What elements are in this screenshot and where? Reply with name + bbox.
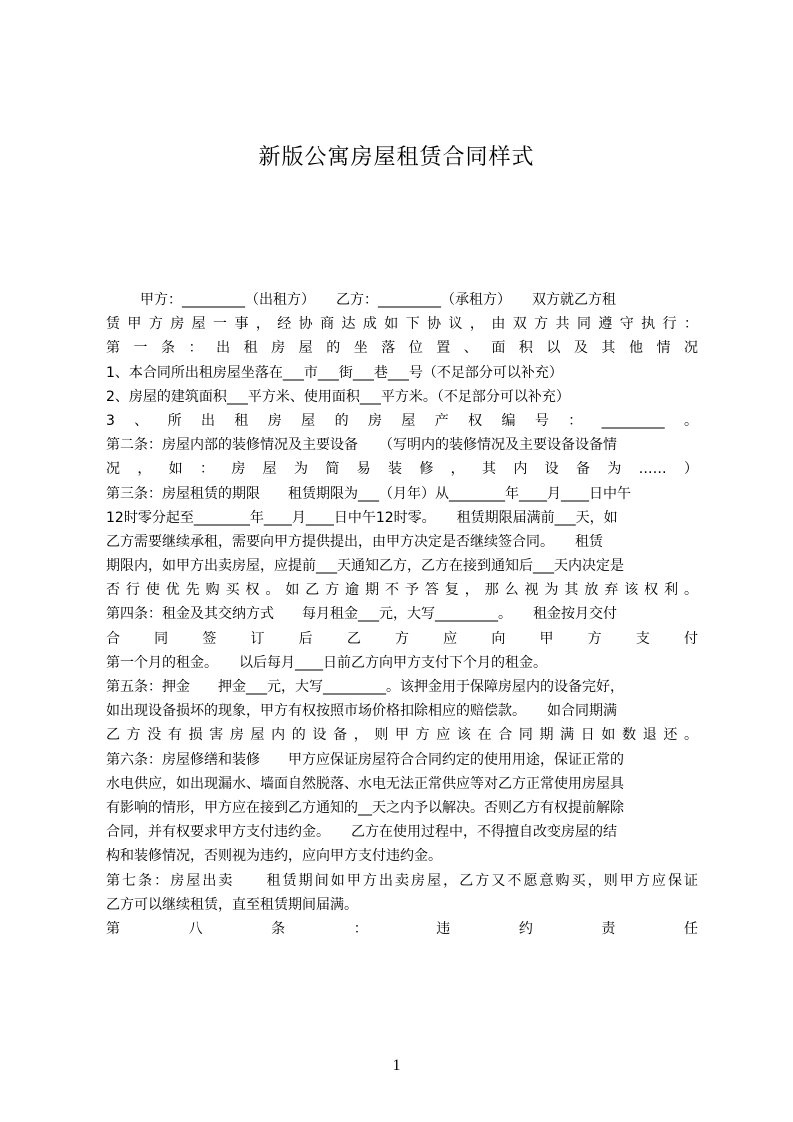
text-line: 3、所出租房屋的房屋产权编号：_________。 xyxy=(106,412,698,429)
text-line: 第七条：房屋出卖 租赁期间如甲方出卖房屋，乙方又不愿意购买，则甲方应保证 xyxy=(106,872,698,889)
text-line: 乙方没有损害房屋内的设备，则甲方应该在合同期满日如数退还。 xyxy=(106,727,698,744)
text-line: 乙方需要继续承租，需要向甲方提供提出，由甲方决定是否继续签合同。 租赁 xyxy=(106,533,603,550)
text-line: 第四条：租金及其交纳方式 每月租金___元，大写_________。 租金按月交付 xyxy=(106,606,617,623)
text-line: 乙方可以继续租赁，直至租赁期间届满。 xyxy=(106,896,358,913)
text-line: 第八条：违约责任 xyxy=(106,920,698,937)
text-line: 第一个月的租金。 以后每月____日前乙方向甲方支付下个月的租金。 xyxy=(106,654,547,671)
document-title: 新版公寓房屋租赁合同样式 xyxy=(258,145,535,170)
page-number: 1 xyxy=(392,1057,401,1074)
text-line: 水电供应，如出现漏水、墙面自然脱落、水电无法正常供应等对乙方正常使用房屋具 xyxy=(106,775,624,792)
text-line: 构和装修情况，否则视为违约，应向甲方支付违约金。 xyxy=(106,848,442,865)
text-line xyxy=(106,941,698,965)
text-line: 合同，并有权要求甲方支付违约金。 乙方在使用过程中，不得擅自改变房屋的结 xyxy=(106,824,617,841)
text-line: 第六条：房屋修缮和装修 甲方应保证房屋符合合同约定的使用用途，保证正常的 xyxy=(106,751,624,768)
text-line: 第三条：房屋租赁的期限 租赁期限为___（月年）从________年____月____日中午 xyxy=(106,485,631,502)
contract-body xyxy=(106,288,698,965)
text-line: 12时零分起至________年____月____日中午12时零。 租赁期限届满前___天，如 xyxy=(106,509,618,526)
text-line: 甲方：_________（出租方） 乙方：_________（承租方） 双方就乙方租 xyxy=(140,292,616,308)
text-line: 期限内，如甲方出卖房屋，应提前___天通知乙方，乙方在接到通知后___天内决定是 xyxy=(106,558,624,575)
text-line: 如出现设备损坏的现象，甲方有权按照市场价格扣除相应的赔偿款。 如合同期满 xyxy=(106,703,617,720)
text-line: 1、本合同所出租房屋坐落在___市___街___巷___号（不足部分可以补充） xyxy=(106,364,563,381)
text-line: 否行使优先购买权。如乙方逾期不予答复，那么视为其放弃该权利。 xyxy=(106,582,698,599)
text-line: 合同签订后乙方应向甲方支付 xyxy=(106,630,698,647)
text-line: 有影响的情形，甲方应在接到乙方通知的__天之内予以解决。否则乙方有权提前解除 xyxy=(106,799,624,816)
text-line: 赁甲方房屋一事，经协商达成如下协议，由双方共同遵守执行： xyxy=(106,316,698,333)
text-line: 第五条：押金 押金___元，大写_________。该押金用于保障房屋内的设备完好， xyxy=(106,679,624,695)
text-line: 2、房屋的建筑面积___平方米、使用面积___平方米。（不足部分可以补充） xyxy=(106,388,570,405)
text-line: 第一条：出租房屋的坐落位置、面积以及其他情况 xyxy=(106,340,698,357)
text-line: 第二条：房屋内部的装修情况及主要设备 （写明内的装修情况及主要设备设备情 xyxy=(106,437,617,454)
text-line: 况，如：房屋为简易装修，其内设备为……） xyxy=(106,461,698,478)
